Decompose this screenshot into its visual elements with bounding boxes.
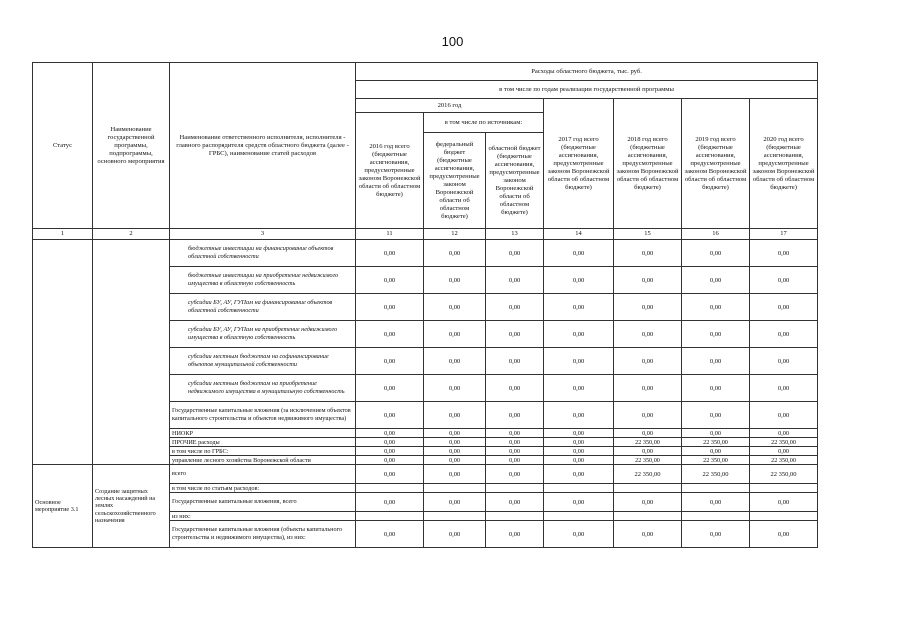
- row-label: бюджетные инвестиции на приобретение недвижимого имущества в областную собственность: [170, 267, 356, 294]
- value-cell: 0,00: [682, 294, 750, 321]
- header-by-sources: в том числе по источникам:: [424, 113, 544, 133]
- status-cell-empty: [33, 240, 93, 465]
- value-cell: 22 350,00: [682, 465, 750, 484]
- row-label: субсидии БУ, АУ, ГУПам на приобретение недвижимого имущества в областную собственность: [170, 321, 356, 348]
- value-cell: 0,00: [486, 456, 544, 465]
- column-number-row: [33, 229, 818, 240]
- row-label: НИОКР: [170, 429, 356, 438]
- row-label: управление лесного хозяйства Воронежской области: [170, 456, 356, 465]
- value-cell: 0,00: [486, 348, 544, 375]
- empty-cell: [682, 484, 750, 493]
- value-cell: 0,00: [424, 267, 486, 294]
- value-cell: 0,00: [356, 465, 424, 484]
- value-cell: 0,00: [544, 321, 614, 348]
- row-label: в том числе по статьям расходов:: [170, 484, 356, 493]
- value-cell: 0,00: [614, 294, 682, 321]
- column-number: 16: [682, 229, 750, 240]
- value-cell: 0,00: [356, 321, 424, 348]
- value-cell: 0,00: [356, 521, 424, 548]
- value-cell: 0,00: [544, 294, 614, 321]
- value-cell: 0,00: [750, 321, 818, 348]
- value-cell: 0,00: [750, 402, 818, 429]
- value-cell: 0,00: [544, 456, 614, 465]
- value-cell: 22 350,00: [614, 456, 682, 465]
- value-cell: 0,00: [750, 240, 818, 267]
- program-cell-empty: [93, 240, 170, 465]
- value-cell: 0,00: [544, 429, 614, 438]
- value-cell: 0,00: [356, 375, 424, 402]
- header-program-name: Наименование государственной программы, подпрограммы, основного мероприятия: [93, 63, 170, 229]
- value-cell: 0,00: [682, 429, 750, 438]
- empty-cell: [486, 512, 544, 521]
- value-cell: 0,00: [544, 348, 614, 375]
- value-cell: 0,00: [486, 493, 544, 512]
- value-cell: 22 350,00: [750, 465, 818, 484]
- empty-cell: [682, 512, 750, 521]
- value-cell: 0,00: [750, 493, 818, 512]
- value-cell: 0,00: [424, 465, 486, 484]
- value-cell: 0,00: [682, 402, 750, 429]
- value-cell: 0,00: [544, 521, 614, 548]
- value-cell: 0,00: [424, 348, 486, 375]
- value-cell: 0,00: [424, 456, 486, 465]
- value-cell: 22 350,00: [614, 465, 682, 484]
- value-cell: 0,00: [750, 294, 818, 321]
- value-cell: 0,00: [750, 447, 818, 456]
- column-number: 17: [750, 229, 818, 240]
- value-cell: 0,00: [750, 267, 818, 294]
- value-cell: 0,00: [486, 294, 544, 321]
- value-cell: 0,00: [682, 240, 750, 267]
- column-number: 3: [170, 229, 356, 240]
- value-cell: 0,00: [486, 438, 544, 447]
- value-cell: 0,00: [544, 438, 614, 447]
- activity-total-label: всего: [170, 465, 356, 484]
- row-label: Государственные капитальные вложения (за исключением объектов капитального строительства и объектов недвижимого имущества): [170, 402, 356, 429]
- value-cell: 0,00: [544, 375, 614, 402]
- header-status: Статус: [33, 63, 93, 229]
- value-cell: 0,00: [424, 521, 486, 548]
- value-cell: 0,00: [356, 294, 424, 321]
- value-cell: 0,00: [614, 321, 682, 348]
- value-cell: 0,00: [356, 456, 424, 465]
- value-cell: 0,00: [356, 348, 424, 375]
- row-label: Государственные капитальные вложения, всего: [170, 493, 356, 512]
- value-cell: 0,00: [486, 465, 544, 484]
- value-cell: 22 350,00: [750, 438, 818, 447]
- value-cell: 0,00: [750, 375, 818, 402]
- activity-status: Основное мероприятие 3.1: [33, 465, 93, 548]
- value-cell: 0,00: [614, 447, 682, 456]
- header-2020: 2020 год всего (бюджетные ассигнования, предусмотренные законом Воронежской области об областном бюджете): [750, 99, 818, 229]
- column-number: 12: [424, 229, 486, 240]
- value-cell: 0,00: [750, 521, 818, 548]
- empty-cell: [424, 512, 486, 521]
- empty-cell: [356, 512, 424, 521]
- header-2017: 2017 год всего (бюджетные ассигнования, предусмотренные законом Воронежской области об областном бюджете): [544, 99, 614, 229]
- column-number: 13: [486, 229, 544, 240]
- header-budget-title: Расходы областного бюджета, тыс. руб.: [356, 63, 818, 81]
- activity-name: Создание защитных лесных насаждений на землях сельскохозяйственного назначения: [93, 465, 170, 548]
- row-label: субсидии местным бюджетам на софинансирование объектов муниципальной собственности: [170, 348, 356, 375]
- value-cell: 0,00: [614, 521, 682, 548]
- value-cell: 0,00: [750, 348, 818, 375]
- header-regional: областной бюджет (бюджетные ассигнования, предусмотренные законом Воронежской области об областном бюджете): [486, 133, 544, 229]
- empty-cell: [614, 484, 682, 493]
- value-cell: 0,00: [682, 348, 750, 375]
- header-2019: 2019 год всего (бюджетные ассигнования, предусмотренные законом Воронежской области об областном бюджете): [682, 99, 750, 229]
- value-cell: 0,00: [424, 294, 486, 321]
- page-number: 100: [441, 34, 464, 49]
- value-cell: 0,00: [750, 429, 818, 438]
- value-cell: 0,00: [486, 240, 544, 267]
- empty-cell: [750, 484, 818, 493]
- value-cell: 0,00: [486, 375, 544, 402]
- header-2018: 2018 год всего (бюджетные ассигнования, предусмотренные законом Воронежской области об областном бюджете): [614, 99, 682, 229]
- value-cell: 0,00: [682, 321, 750, 348]
- value-cell: 0,00: [544, 447, 614, 456]
- value-cell: 22 350,00: [682, 438, 750, 447]
- value-cell: 0,00: [614, 240, 682, 267]
- value-cell: 22 350,00: [614, 438, 682, 447]
- value-cell: 0,00: [682, 447, 750, 456]
- value-cell: 0,00: [544, 402, 614, 429]
- value-cell: 0,00: [356, 438, 424, 447]
- value-cell: 0,00: [486, 321, 544, 348]
- empty-cell: [614, 512, 682, 521]
- value-cell: 0,00: [614, 493, 682, 512]
- row-label: в том числе по ГРБС:: [170, 447, 356, 456]
- header-executor: Наименование ответственного исполнителя, исполнителя - главного распорядителя средств областного бюджета (далее - ГРБС), наименование статей расходов: [170, 63, 356, 229]
- value-cell: 0,00: [356, 447, 424, 456]
- value-cell: 0,00: [682, 521, 750, 548]
- row-label: субсидии БУ, АУ, ГУПам на финансирование объектов областной собственности: [170, 294, 356, 321]
- value-cell: 0,00: [424, 240, 486, 267]
- value-cell: 0,00: [486, 447, 544, 456]
- value-cell: 0,00: [356, 493, 424, 512]
- value-cell: 22 350,00: [682, 456, 750, 465]
- column-number: 11: [356, 229, 424, 240]
- value-cell: 0,00: [614, 375, 682, 402]
- value-cell: 0,00: [486, 429, 544, 438]
- empty-cell: [424, 484, 486, 493]
- value-cell: 0,00: [424, 447, 486, 456]
- value-cell: 0,00: [544, 465, 614, 484]
- empty-cell: [356, 484, 424, 493]
- value-cell: 0,00: [356, 267, 424, 294]
- header-year-2016: 2016 год: [356, 99, 544, 113]
- table-row: [33, 465, 818, 484]
- value-cell: 0,00: [486, 521, 544, 548]
- value-cell: 0,00: [544, 267, 614, 294]
- header-2016-total: 2016 год всего (бюджетные ассигнования, предусмотренные законом Воронежской области об областном бюджете): [356, 113, 424, 229]
- value-cell: 0,00: [614, 348, 682, 375]
- empty-cell: [544, 484, 614, 493]
- column-number: 14: [544, 229, 614, 240]
- value-cell: 0,00: [682, 493, 750, 512]
- empty-cell: [544, 512, 614, 521]
- value-cell: 0,00: [424, 429, 486, 438]
- header-federal: федеральный бюджет (бюджетные ассигнования, предусмотренные законом Воронежской области об областном бюджете): [424, 133, 486, 229]
- value-cell: 0,00: [486, 402, 544, 429]
- column-number: 2: [93, 229, 170, 240]
- empty-cell: [750, 512, 818, 521]
- row-label: ПРОЧИЕ расходы: [170, 438, 356, 447]
- value-cell: 0,00: [682, 375, 750, 402]
- value-cell: 0,00: [614, 402, 682, 429]
- value-cell: 0,00: [544, 240, 614, 267]
- row-label: из них:: [170, 512, 356, 521]
- column-number: 15: [614, 229, 682, 240]
- empty-cell: [486, 484, 544, 493]
- value-cell: 0,00: [424, 375, 486, 402]
- row-label: субсидии местным бюджетам на приобретение недвижимого имущества в муниципальную собственность: [170, 375, 356, 402]
- value-cell: 0,00: [424, 321, 486, 348]
- row-label: Государственные капитальные вложения (объекты капитального строительства и недвижимого имущества), из них:: [170, 521, 356, 548]
- value-cell: 0,00: [544, 493, 614, 512]
- budget-table: [32, 62, 818, 548]
- column-number: 1: [33, 229, 93, 240]
- value-cell: 0,00: [356, 240, 424, 267]
- value-cell: 0,00: [614, 429, 682, 438]
- value-cell: 0,00: [356, 402, 424, 429]
- value-cell: 0,00: [356, 429, 424, 438]
- value-cell: 0,00: [614, 267, 682, 294]
- header-by-years: в том числе по годам реализации государственной программы: [356, 81, 818, 99]
- table-row: [33, 240, 818, 267]
- value-cell: 0,00: [682, 267, 750, 294]
- row-label: бюджетные инвестиции на финансирование объектов областной собственности: [170, 240, 356, 267]
- value-cell: 0,00: [424, 438, 486, 447]
- value-cell: 0,00: [424, 402, 486, 429]
- value-cell: 0,00: [424, 493, 486, 512]
- value-cell: 0,00: [486, 267, 544, 294]
- value-cell: 22 350,00: [750, 456, 818, 465]
